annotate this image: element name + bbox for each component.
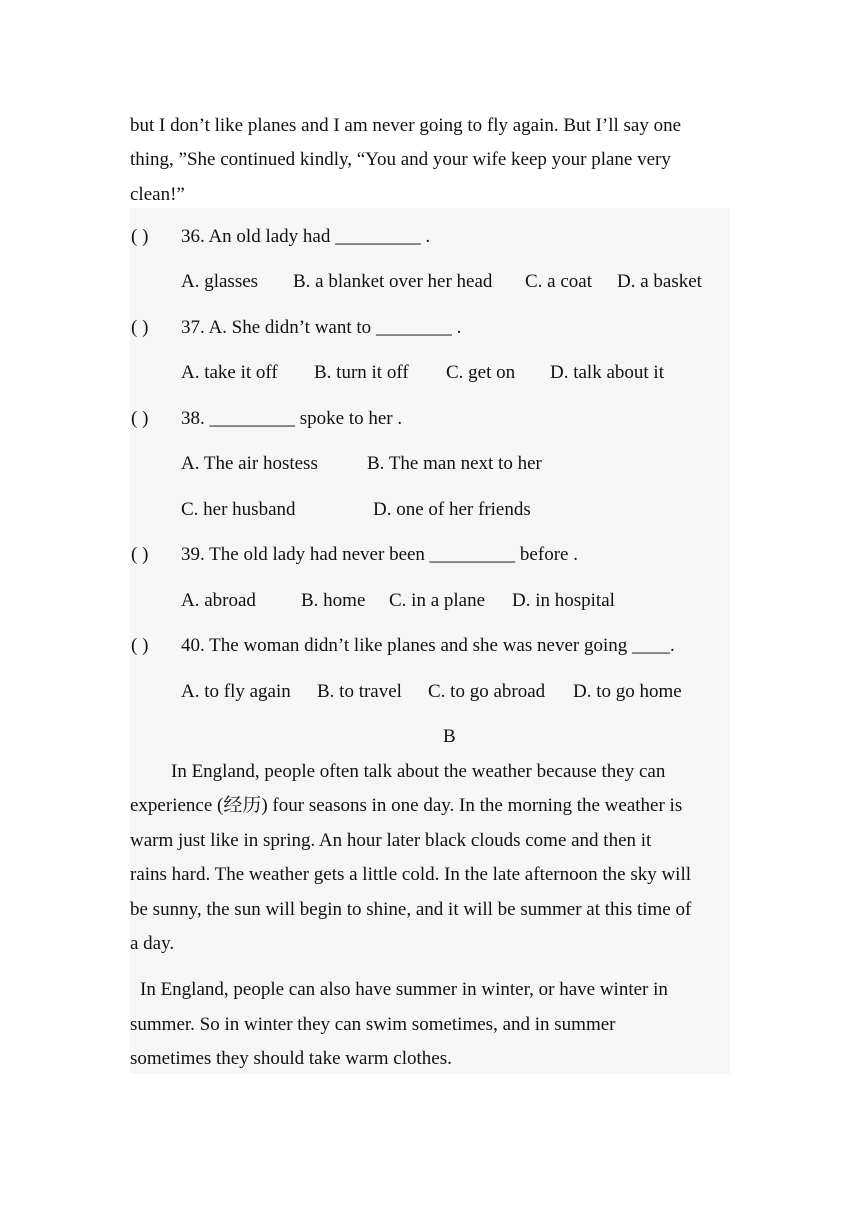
question-38-options-row-1	[181, 452, 542, 476]
option-b: B. turn it off	[314, 362, 409, 383]
question-36-options	[181, 270, 702, 294]
option-b: B. to travel	[317, 681, 402, 702]
question-stem: 38. _________ spoke to her .	[181, 408, 403, 429]
question-37	[131, 316, 461, 340]
option-a: A. The air hostess	[181, 453, 318, 474]
question-37-options	[181, 361, 664, 385]
option-b: B. home	[301, 590, 366, 611]
answer-bracket[interactable]: ( )	[131, 408, 149, 429]
answer-bracket[interactable]: ( )	[131, 226, 149, 247]
option-c: C. get on	[446, 362, 516, 383]
option-a: A. glasses	[181, 271, 259, 292]
option-d: D. one of her friends	[373, 499, 531, 520]
question-40	[131, 634, 675, 658]
section-b-p2-line-2: summer. So in winter they can swim sometimes, and in summer	[130, 1014, 616, 1035]
question-stem: 36. An old lady had _________ .	[181, 226, 431, 247]
option-d: D. talk about it	[550, 362, 664, 383]
option-d: D. a basket	[617, 271, 702, 292]
section-b-p1-line-6: a day.	[130, 933, 175, 954]
question-stem: 39. The old lady had never been _________ before .	[181, 544, 578, 565]
section-b-p1-line-4: rains hard. The weather gets a little cold. In the late afternoon the sky will	[130, 864, 692, 885]
passage-a-line-1: but I don’t like planes and I am never going to fly again. But I’ll say one	[130, 115, 682, 136]
option-b: B. a blanket over her head	[293, 271, 493, 292]
question-38	[131, 407, 402, 431]
section-b-p1-line-1: In England, people often talk about the weather because they can	[171, 761, 666, 782]
passage-a-line-2: thing, ”She continued kindly, “You and your wife keep your plane very	[130, 149, 671, 170]
option-b: B. The man next to her	[367, 453, 542, 474]
option-a: A. to fly again	[181, 681, 291, 702]
answer-bracket[interactable]: ( )	[131, 635, 149, 656]
option-d: D. to go home	[573, 681, 682, 702]
question-36	[131, 225, 430, 249]
option-c: C. to go abroad	[428, 681, 546, 702]
option-a: A. take it off	[181, 362, 278, 383]
question-39	[131, 543, 578, 567]
answer-bracket[interactable]: ( )	[131, 544, 149, 565]
option-c: C. a coat	[525, 271, 593, 292]
option-c: C. her husband	[181, 499, 296, 520]
section-b-p2-line-1: In England, people can also have summer in winter, or have winter in	[140, 979, 668, 1000]
section-b-p1-line-2: experience (经历) four seasons in one day. In the morning the weather is	[130, 795, 683, 816]
answer-bracket[interactable]: ( )	[131, 317, 149, 338]
passage-a-line-3: clean!”	[130, 184, 185, 205]
section-b-p1-line-3: warm just like in spring. An hour later black clouds come and then it	[130, 830, 652, 851]
question-stem: 40. The woman didn’t like planes and she was never going ____.	[181, 635, 675, 656]
question-40-options	[181, 680, 682, 704]
question-stem: 37. A. She didn’t want to ________ .	[181, 317, 462, 338]
question-39-options	[181, 589, 615, 613]
section-b-p1-line-5: be sunny, the sun will begin to shine, and it will be summer at this time of	[130, 899, 692, 920]
question-38-options-row-2	[181, 498, 531, 522]
option-c: C. in a plane	[389, 590, 486, 611]
section-b-heading: B	[443, 726, 456, 747]
option-a: A. abroad	[181, 590, 256, 611]
section-b-p2-line-3: sometimes they should take warm clothes.	[130, 1048, 452, 1069]
option-d: D. in hospital	[512, 590, 615, 611]
